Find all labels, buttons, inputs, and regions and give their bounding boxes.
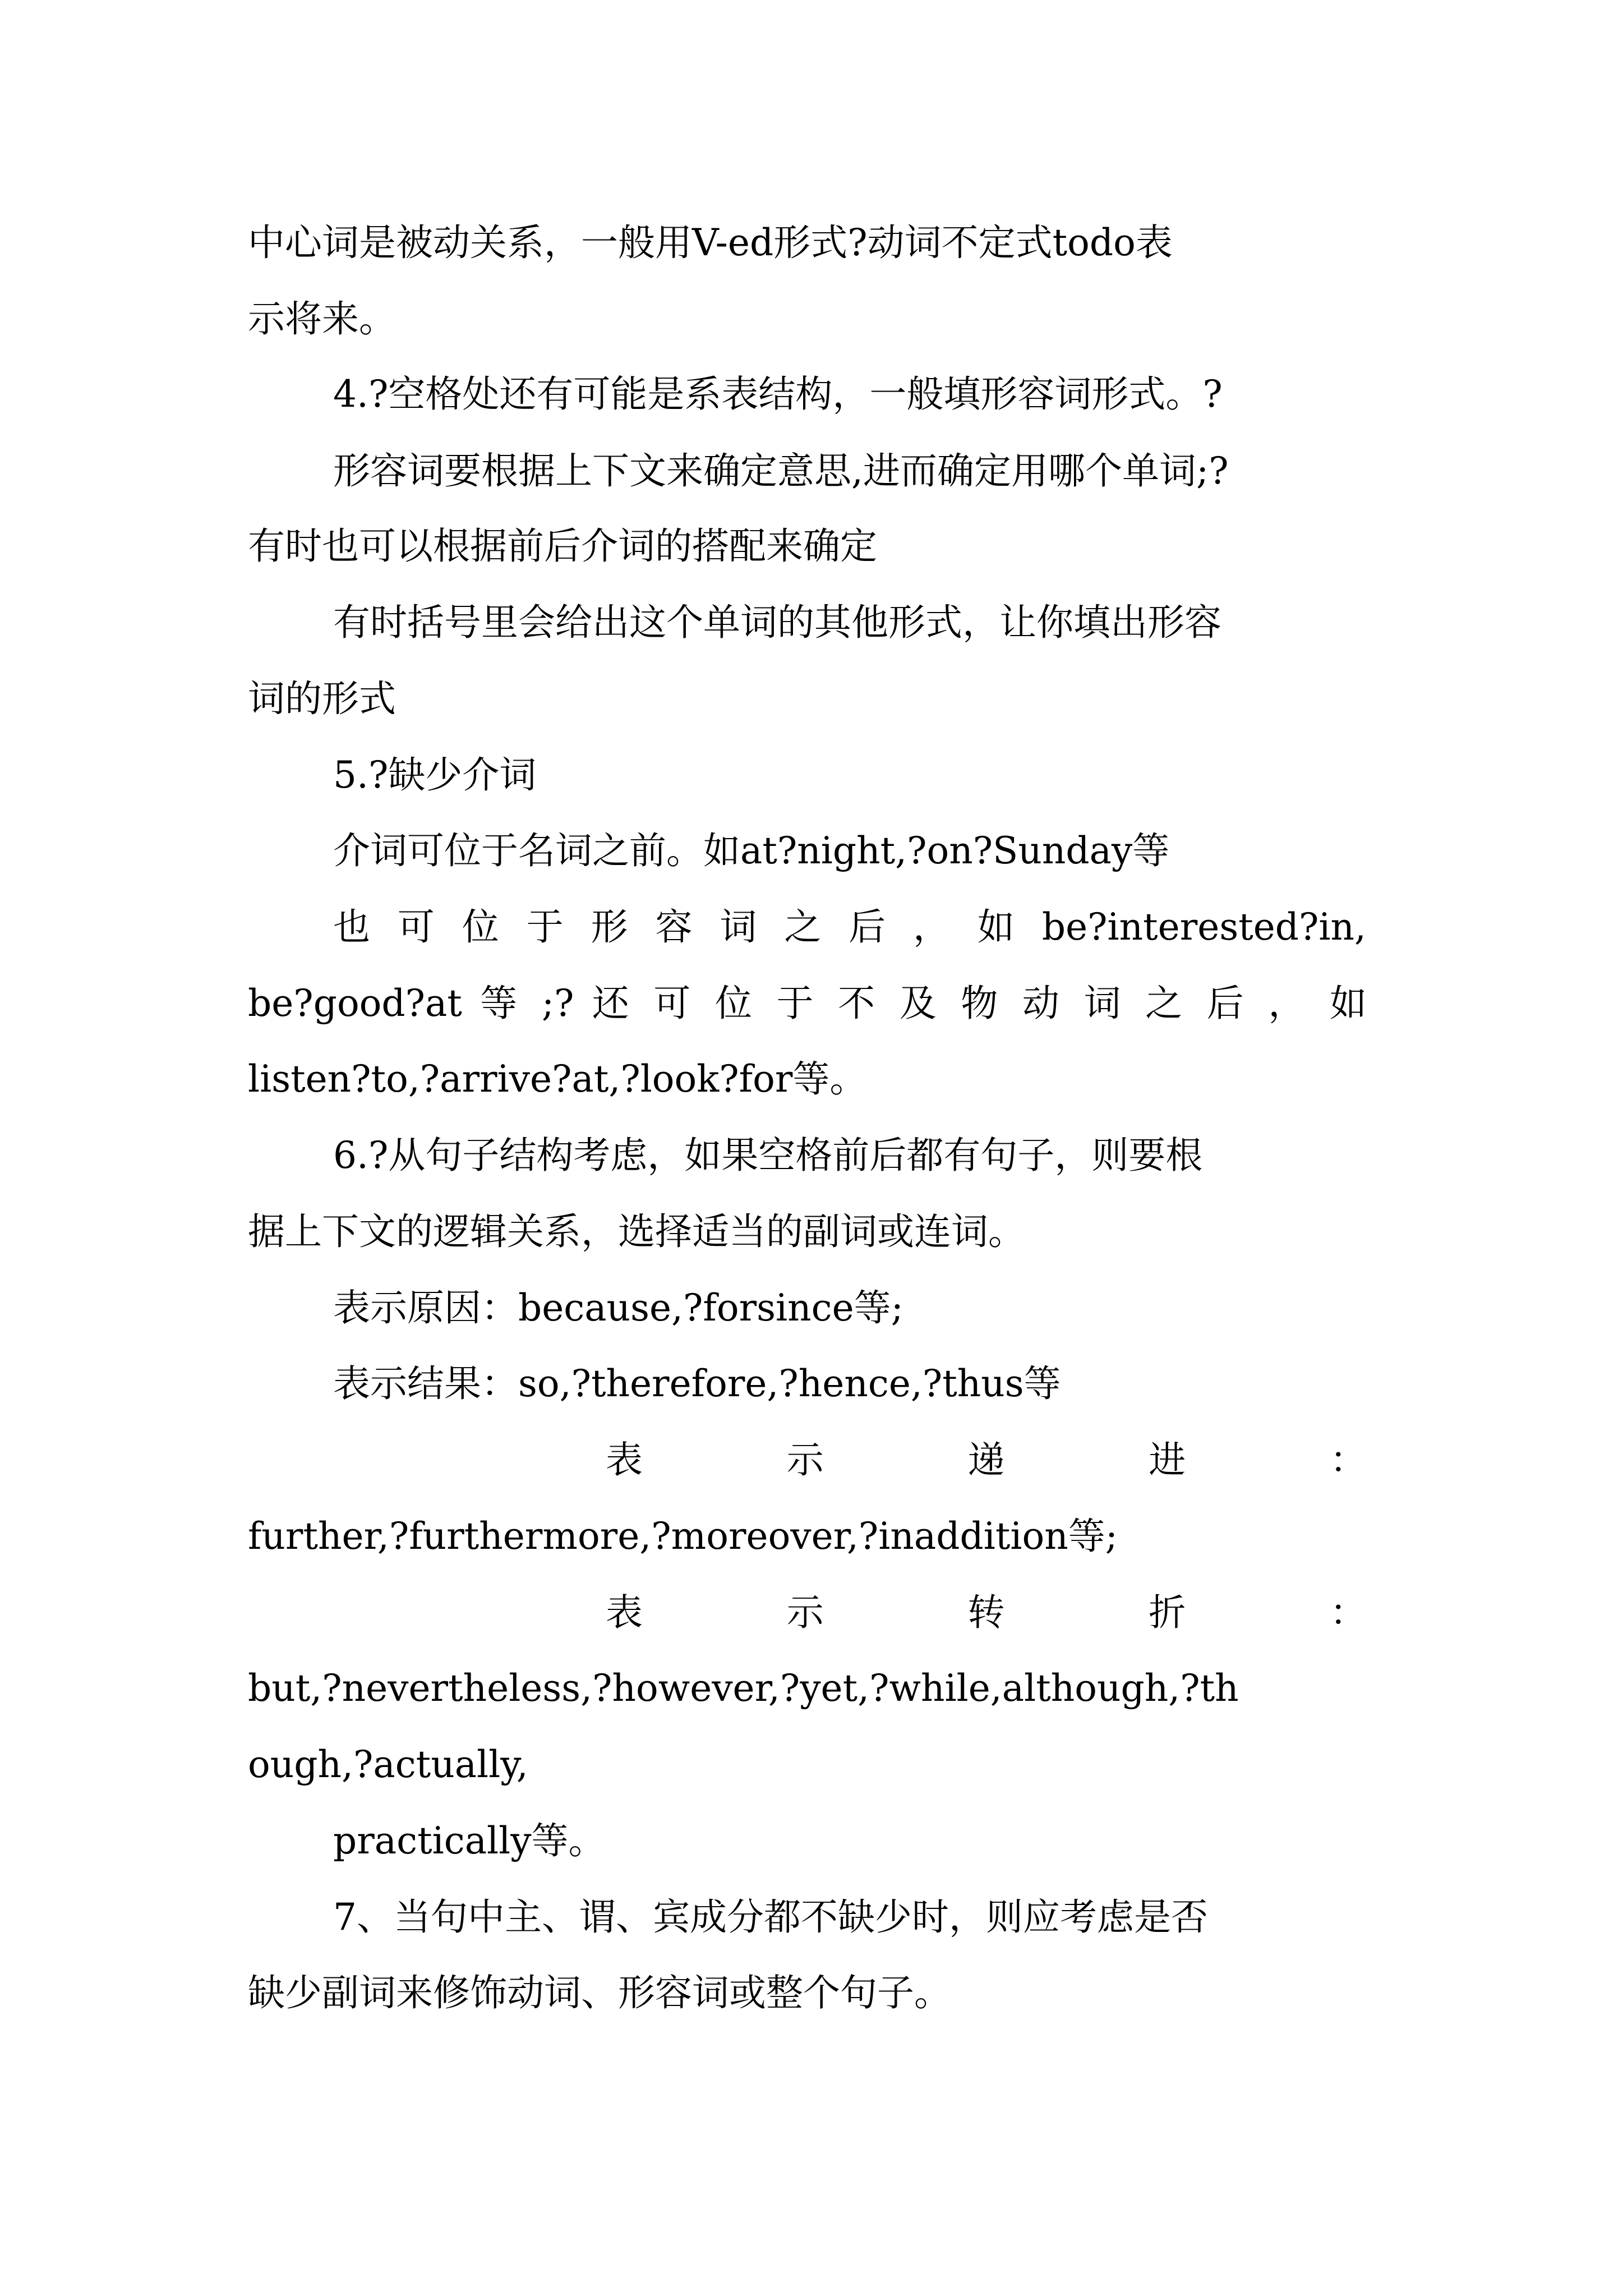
text-line: 中心词是被动关系，一般用V-ed形式?动词不定式todo表 [248,221,1173,264]
text-line: but,?nevertheless,?however,?yet,?while,although,?th [248,1667,1239,1710]
text-line: ough,?actually, [248,1743,528,1786]
text-line: 表示结果：so,?therefore,?hence,?thus等 [333,1362,1061,1405]
text-line: 词的形式 [248,677,396,720]
text-line: 也 可 位 于 形 容 词 之 后 ， 如 be?interested?in, [333,905,1366,949]
text-line: 示将来。 [248,297,396,341]
text-line: 4.?空格处还有可能是系表结构，一般填形容词形式。? [333,372,1223,416]
text-line: 有时也可以根据前后介词的搭配来确定 [248,524,877,568]
text-line: 5.?缺少介词 [333,753,537,797]
text-line: 介词可位于名词之前。如at?night,?on?Sunday等 [333,829,1170,872]
text-line: 有时括号里会给出这个单词的其他形式，让你填出形容 [333,601,1221,644]
text-line: further,?furthermore,?moreover,?inaddition等; [248,1515,1118,1558]
text-line: 形容词要根据上下文来确定意思,进而确定用哪个单词;? [333,449,1229,493]
text-line: 表示原因：because,?forsince等; [333,1286,903,1329]
text-line: 6.?从句子结构考虑，如果空格前后都有句子，则要根 [333,1134,1203,1177]
text-line: be?good?at 等 ;? 还 可 位 于 不 及 物 动 词 之 后 ， 如 [248,982,1367,1025]
text-line: 7、当句中主、谓、宾成分都不缺少时，则应考虑是否 [333,1895,1208,1939]
text-line: practically等。 [333,1819,606,1862]
text-line: listen?to,?arrive?at,?look?for等。 [248,1057,867,1101]
text-line: 表 示 递 进 ： [606,1438,1367,1481]
text-line: 据上下文的逻辑关系，选择适当的副词或连词。 [248,1210,1025,1253]
text-line: 缺少副词来修饰动词、形容词或整个句子。 [248,1971,951,2014]
text-line: 表 示 转 折 ： [606,1591,1367,1634]
